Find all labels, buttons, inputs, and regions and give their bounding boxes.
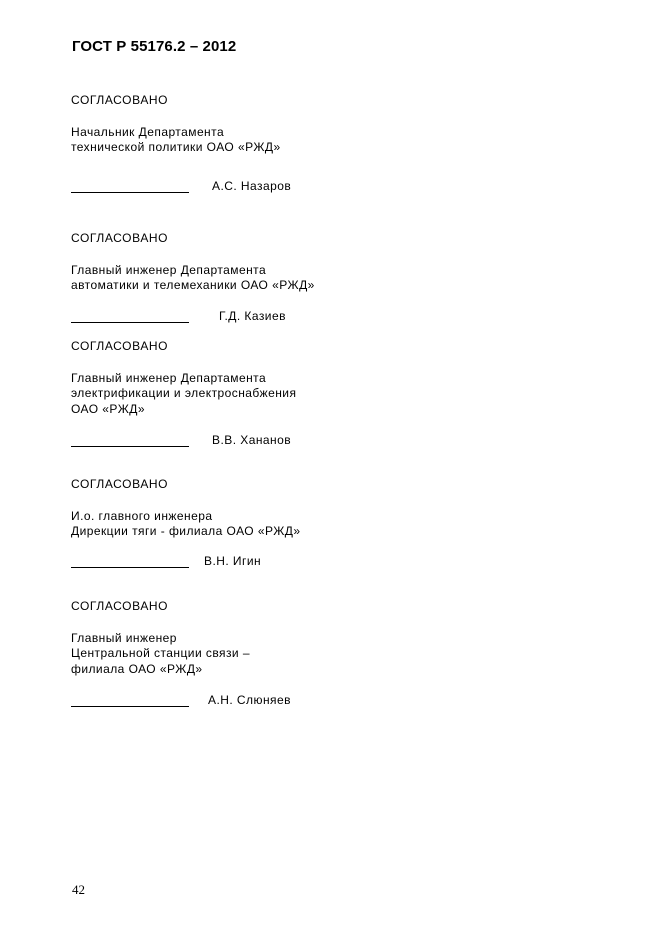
approver-position-line: Дирекции тяги - филиала ОАО «РЖД» — [71, 524, 301, 538]
approver-name: В.В. Хананов — [212, 433, 292, 447]
approval-block — [71, 477, 301, 569]
signature-line — [71, 192, 189, 193]
approver-position-line: технической политики ОАО «РЖД» — [71, 140, 281, 154]
approval-stamp: СОГЛАСОВАНО — [71, 93, 169, 107]
approver-position-line: ОАО «РЖД» — [71, 401, 145, 416]
approver-position-line: филиала ОАО «РЖД» — [71, 661, 203, 676]
page-number: 42 — [72, 882, 85, 897]
approval-block — [71, 599, 291, 708]
approver-position-line: Главный инженер Департамента — [71, 262, 267, 277]
approver-position-line: Главный инженер — [71, 630, 177, 645]
signature-row — [71, 178, 292, 194]
signature-line — [71, 446, 189, 447]
approver-name: В.Н. Игин — [204, 553, 262, 568]
signature-line — [71, 322, 189, 323]
signature-row — [71, 433, 296, 448]
approver-position — [71, 263, 315, 294]
signature-row — [71, 554, 301, 569]
approval-stamp: СОГЛАСОВАНО — [71, 339, 169, 353]
signature-row — [71, 693, 291, 708]
signature-line — [71, 567, 189, 568]
approver-name: Г.Д. Казиев — [219, 308, 286, 323]
approval-block — [71, 93, 292, 194]
document-code-header: ГОСТ Р 55176.2 – 2012 — [72, 38, 237, 55]
approval-block — [71, 339, 296, 448]
approver-position-line: электрификации и электроснабжения — [71, 386, 297, 400]
approver-position-line: Начальник Департамента — [71, 124, 225, 139]
approver-position — [71, 509, 301, 540]
approver-position-line: Центральной станции связи – — [71, 646, 250, 660]
signature-line — [71, 706, 189, 707]
approver-position — [71, 125, 281, 156]
approver-position — [71, 631, 250, 678]
approver-name: А.С. Назаров — [212, 178, 292, 193]
approver-position-line: И.о. главного инженера — [71, 508, 213, 523]
approver-position-line: автоматики и телемеханики ОАО «РЖД» — [71, 278, 315, 292]
approval-stamp: СОГЛАСОВАНО — [71, 477, 169, 491]
approval-block — [71, 231, 315, 324]
approver-position-line: Главный инженер Департамента — [71, 370, 267, 385]
approval-stamp: СОГЛАСОВАНО — [71, 231, 169, 245]
approval-stamp: СОГЛАСОВАНО — [71, 599, 169, 613]
signature-row — [71, 309, 315, 324]
approver-name: А.Н. Слюняев — [208, 693, 291, 707]
approver-position — [71, 371, 296, 418]
